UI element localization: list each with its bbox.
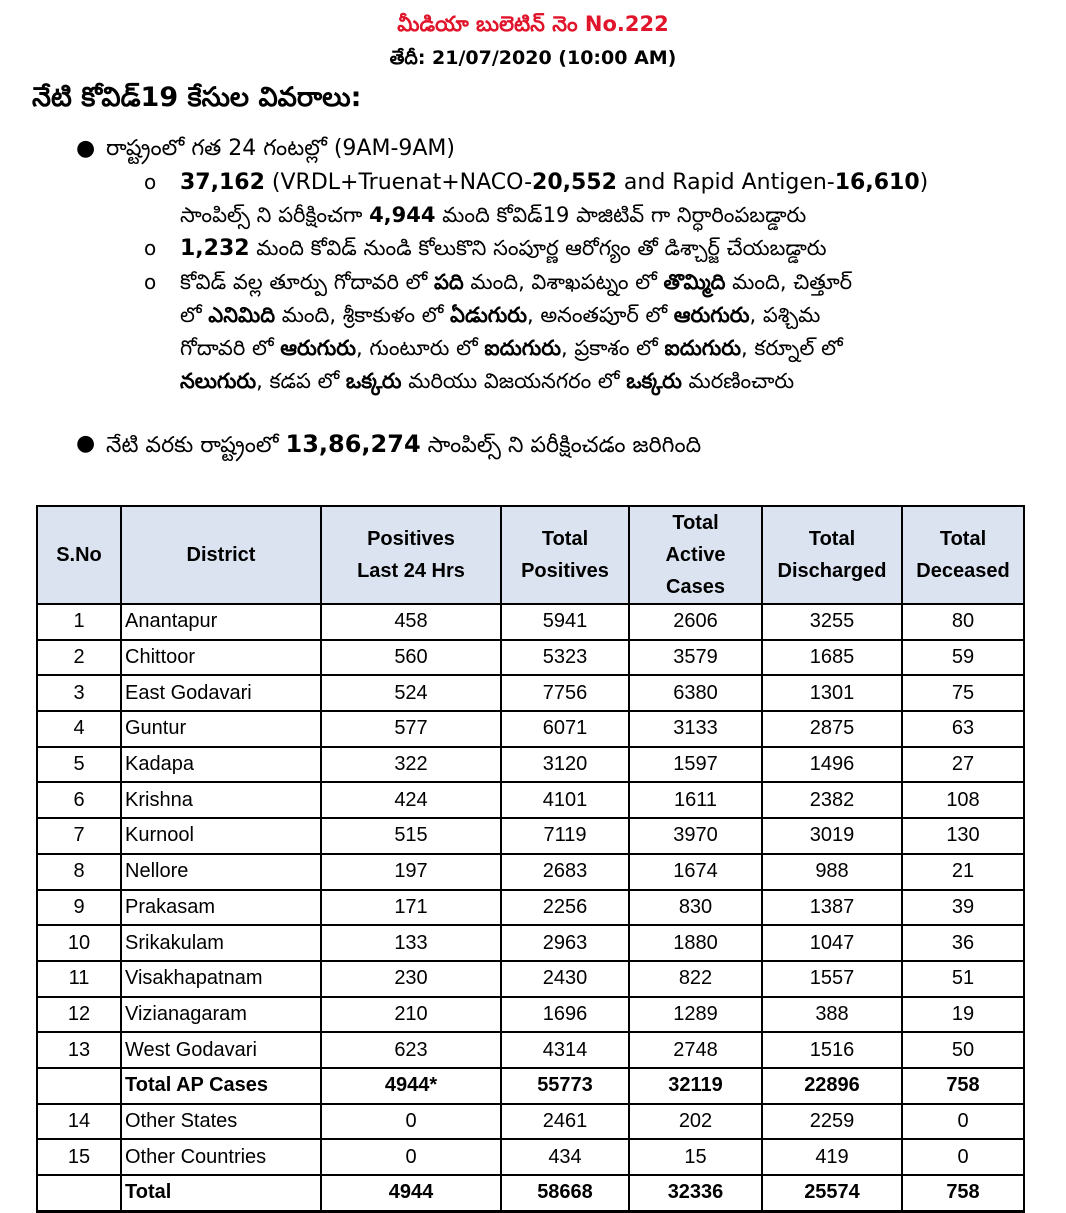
cell-positives-24h: 458 [321, 604, 501, 640]
cell-deceased: 59 [902, 640, 1024, 676]
cell-discharged: 3255 [762, 604, 902, 640]
cumulative-samples-count: 13,86,274 [285, 430, 421, 458]
naco-count: 20,552 [532, 170, 617, 195]
cell-positives-24h: 424 [321, 782, 501, 818]
cell-positives-24h: 4944* [321, 1068, 501, 1104]
cell-total-positives: 7756 [501, 675, 629, 711]
cell-active-cases: 822 [629, 961, 762, 997]
cell-deceased: 51 [902, 961, 1024, 997]
cell-active-cases: 32119 [629, 1068, 762, 1104]
cell-discharged: 1496 [762, 747, 902, 783]
cell-discharged: 1047 [762, 925, 902, 961]
cell-sno: 3 [37, 675, 121, 711]
cell-sno [37, 1175, 121, 1211]
table-header-row [37, 506, 1024, 604]
cell-sno: 1 [37, 604, 121, 640]
cell-deceased: 0 [902, 1139, 1024, 1175]
header-deceased: Total Deceased [902, 506, 1024, 604]
cell-sno: 6 [37, 782, 121, 818]
cell-positives-24h: 171 [321, 890, 501, 926]
cell-district: West Godavari [121, 1032, 321, 1068]
cell-active-cases: 32336 [629, 1175, 762, 1211]
cell-total-positives: 434 [501, 1139, 629, 1175]
cell-district: Total [121, 1175, 321, 1211]
header-positives-24h: Positives Last 24 Hrs [321, 506, 501, 604]
cell-district: Nellore [121, 854, 321, 890]
cell-active-cases: 2606 [629, 604, 762, 640]
cell-discharged: 1301 [762, 675, 902, 711]
table-row [37, 640, 1024, 676]
cell-discharged: 1387 [762, 890, 902, 926]
cell-deceased: 108 [902, 782, 1024, 818]
cell-total-positives: 2963 [501, 925, 629, 961]
rapid-antigen-count: 16,610 [834, 170, 920, 195]
cell-active-cases: 6380 [629, 675, 762, 711]
cell-district: Kadapa [121, 747, 321, 783]
cell-total-positives: 5941 [501, 604, 629, 640]
cell-total-positives: 2461 [501, 1104, 629, 1140]
cell-deceased: 758 [902, 1068, 1024, 1104]
positive-count: 4,944 [369, 203, 436, 227]
table-row [37, 604, 1024, 640]
cell-district: Kurnool [121, 818, 321, 854]
cell-discharged: 419 [762, 1139, 902, 1175]
cell-active-cases: 1597 [629, 747, 762, 783]
tests-total: 37,162 [180, 170, 265, 195]
cell-discharged: 1685 [762, 640, 902, 676]
cell-district: Krishna [121, 782, 321, 818]
cell-district: Other Countries [121, 1139, 321, 1175]
cell-district: Guntur [121, 711, 321, 747]
cell-district: Prakasam [121, 890, 321, 926]
cell-discharged: 1516 [762, 1032, 902, 1068]
table-row [37, 997, 1024, 1033]
cell-active-cases: 830 [629, 890, 762, 926]
cell-positives-24h: 560 [321, 640, 501, 676]
cell-discharged: 2382 [762, 782, 902, 818]
cell-district: Other States [121, 1104, 321, 1140]
cell-total-positives: 3120 [501, 747, 629, 783]
cell-sno: 10 [37, 925, 121, 961]
table-row [37, 1032, 1024, 1068]
cell-active-cases: 3970 [629, 818, 762, 854]
cell-sno: 8 [37, 854, 121, 890]
cell-total-positives: 5323 [501, 640, 629, 676]
cell-positives-24h: 322 [321, 747, 501, 783]
table-row [37, 818, 1024, 854]
cell-total-positives: 1696 [501, 997, 629, 1033]
cell-positives-24h: 210 [321, 997, 501, 1033]
cell-active-cases: 1880 [629, 925, 762, 961]
bullet-dot-icon: ● [76, 136, 96, 161]
cell-district: East Godavari [121, 675, 321, 711]
cell-deceased: 63 [902, 711, 1024, 747]
cell-district: Vizianagaram [121, 997, 321, 1033]
cell-deceased: 758 [902, 1175, 1024, 1211]
bullet-dot-icon: ● [76, 431, 96, 456]
cell-discharged: 22896 [762, 1068, 902, 1104]
cell-district: Chittoor [121, 640, 321, 676]
district-cases-table [36, 505, 1025, 1213]
cell-total-positives: 6071 [501, 711, 629, 747]
cell-sno [37, 1068, 121, 1104]
cell-positives-24h: 197 [321, 854, 501, 890]
cell-positives-24h: 0 [321, 1139, 501, 1175]
cell-total-positives: 55773 [501, 1068, 629, 1104]
cell-total-positives: 2430 [501, 961, 629, 997]
table-row [37, 782, 1024, 818]
date-label: తేదీ [389, 47, 418, 69]
cell-positives-24h: 577 [321, 711, 501, 747]
cell-sno: 15 [37, 1139, 121, 1175]
cell-positives-24h: 524 [321, 675, 501, 711]
sub-bullet-marker-icon: o [144, 170, 157, 194]
header-sno: S.No [37, 506, 121, 604]
table-row [37, 890, 1024, 926]
cell-district: Srikakulam [121, 925, 321, 961]
cell-active-cases: 2748 [629, 1032, 762, 1068]
table-row [37, 925, 1024, 961]
cell-active-cases: 15 [629, 1139, 762, 1175]
cell-deceased: 27 [902, 747, 1024, 783]
cell-positives-24h: 4944 [321, 1175, 501, 1211]
cell-positives-24h: 230 [321, 961, 501, 997]
cell-active-cases: 1289 [629, 997, 762, 1033]
cell-discharged: 1557 [762, 961, 902, 997]
bulletin-title: మీడియా బులెటిన్ నెం No.222 [397, 12, 669, 36]
sub-bullet-marker-icon: o [144, 270, 157, 294]
cell-positives-24h: 623 [321, 1032, 501, 1068]
cell-total-positives: 4314 [501, 1032, 629, 1068]
cell-sno: 2 [37, 640, 121, 676]
cell-discharged: 3019 [762, 818, 902, 854]
header-total-positives: Total Positives [501, 506, 629, 604]
cell-positives-24h: 133 [321, 925, 501, 961]
table-row [37, 675, 1024, 711]
bullet-text: రాష్ట్రంలో గత 24 గంటల్లో (9AM-9AM) [106, 136, 455, 161]
table-row [37, 711, 1024, 747]
header-district: District [121, 506, 321, 604]
cell-deceased: 19 [902, 997, 1024, 1033]
table-total-row [37, 1175, 1024, 1211]
cell-positives-24h: 515 [321, 818, 501, 854]
cell-discharged: 388 [762, 997, 902, 1033]
cell-active-cases: 1611 [629, 782, 762, 818]
cell-discharged: 2875 [762, 711, 902, 747]
cell-district: Visakhapatnam [121, 961, 321, 997]
cell-total-positives: 2683 [501, 854, 629, 890]
table-row [37, 1104, 1024, 1140]
media-bulletin-page: మీడియా బులెటిన్ నెం No.222 తేదీ: 21/07/2020 (10:00 AM) నేటి కోవిడ్19 కేసుల వివరాలు: ● రాష్ట్రంలో గత 24 గంటల్లో (9AM-9AM) o 37,162 (VRDL+Truenat+NACO-20,552 and Rapid Antigen-16,610) సాంపిల్స్ ని పరీక్షించగా 4,944 మంది కోవిడ్19 పాజిటివ్ గా నిర్ధారింపబడ్డారు o 1,232 మంది కోవిడ్ నుండి కోలుకొని సంపూర్ణ ఆరోగ్యం తో డిశ్చార్జ్ చేయబడ్డారు o కోవిడ్ వల్ల తూర్పు గోదావరి లో పది మంది, విశాఖపట్నం లో తొమ్మిది మంది, చిత్తూర్ లో ఎనిమిది మంది, శ్రీకాకుళం లో ఏడుగురు, అనంతపూర్ లో ఆరుగురు, పశ్చిమ గోదావరి లో ఆరుగురు, గుంటూరు లో ఐదుగురు, ప్రకాశం లో ఐదుగురు, కర్నూల్ లో నలుగురు, కడప లో ఒక్కరు మరియు విజయనగరం లో ఒక్కరు మరణించారు ● నేటి వరకు రాష్ట్రంలో 13,86,274 సాంపిల్స్ ని పరీక్షించడం జరిగింది S.No District Positives Last 24 Hrs Total Positives Total Active Cases Total Discharged Total Deceased 1 Anantapur 458 5941 2606 3255 80 2 Chittoor 560 5323 3579 1685 59 3 East Godavari 524 7756 6380 1301 75 4 Guntur 577 6071 3133 2875 63 5 Kadapa 322 3120 1597 1496 27 6 Krishna 424 4101 1611 2382 108 7 Kurnool 515 7119 3970 3019 130 8 Nellore 197 2683 1674 988 21 9 Prakasam 171 2256 830 1387 39 10 Srikakulam 133 2963 1880 1047 36 11 Visakhapatnam 230 2430 822 1557 51 12 Vizianagaram 210 1696 1289 388 19 13 West Godavari 623 4314 2748 1516 50 Total AP Cases 4944* 55773 32119 22896 758 14 Other States 0 2461 202 2259 0 15 Other Countries 0 434 15 419 0 Total 4944 58668 32336 25574 758 [0, 0, 1066, 1200]
recovered-count: 1,232 [180, 236, 250, 261]
cell-sno: 13 [37, 1032, 121, 1068]
cell-discharged: 25574 [762, 1175, 902, 1211]
cell-deceased: 75 [902, 675, 1024, 711]
cell-sno: 12 [37, 997, 121, 1033]
cell-active-cases: 3133 [629, 711, 762, 747]
cell-total-positives: 2256 [501, 890, 629, 926]
table-row [37, 854, 1024, 890]
cell-total-positives: 4101 [501, 782, 629, 818]
date-value: : 21/07/2020 (10:00 AM) [417, 47, 677, 69]
cell-discharged: 2259 [762, 1104, 902, 1140]
table-total-row [37, 1068, 1024, 1104]
cell-positives-24h: 0 [321, 1104, 501, 1140]
cell-deceased: 130 [902, 818, 1024, 854]
cell-deceased: 0 [902, 1104, 1024, 1140]
header-active-cases: Total Active Cases [629, 506, 762, 604]
cell-sno: 11 [37, 961, 121, 997]
section-heading: నేటి కోవిడ్19 కేసుల వివరాలు: [32, 82, 362, 113]
table-row [37, 747, 1024, 783]
cell-total-positives: 7119 [501, 818, 629, 854]
cell-sno: 14 [37, 1104, 121, 1140]
cell-sno: 7 [37, 818, 121, 854]
table-body [37, 604, 1024, 1211]
table-row [37, 961, 1024, 997]
cell-total-positives: 58668 [501, 1175, 629, 1211]
cell-sno: 9 [37, 890, 121, 926]
cell-sno: 4 [37, 711, 121, 747]
cell-deceased: 50 [902, 1032, 1024, 1068]
cell-deceased: 36 [902, 925, 1024, 961]
cell-sno: 5 [37, 747, 121, 783]
cell-deceased: 80 [902, 604, 1024, 640]
table-row [37, 1139, 1024, 1175]
cell-deceased: 21 [902, 854, 1024, 890]
cell-discharged: 988 [762, 854, 902, 890]
cell-active-cases: 202 [629, 1104, 762, 1140]
cell-district: Total AP Cases [121, 1068, 321, 1104]
cell-district: Anantapur [121, 604, 321, 640]
cell-active-cases: 3579 [629, 640, 762, 676]
cell-deceased: 39 [902, 890, 1024, 926]
cell-active-cases: 1674 [629, 854, 762, 890]
bulletin-date [0, 47, 1066, 74]
header-discharged: Total Discharged [762, 506, 902, 604]
sub-bullet-marker-icon: o [144, 236, 157, 260]
